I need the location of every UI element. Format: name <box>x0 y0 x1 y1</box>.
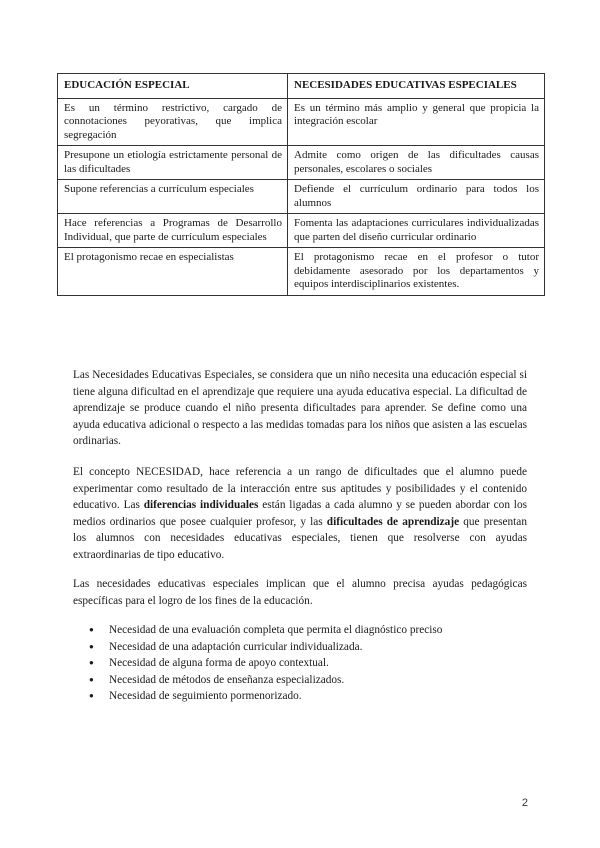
needs-bullet-list <box>73 622 527 705</box>
table-cell: El protagonismo recae en especialistas <box>58 248 288 296</box>
table-header-row <box>58 74 545 99</box>
table-cell: Hace referencias a Programas de Desarrollo Individual, que parte de currículum especiales <box>58 214 288 248</box>
list-item: ● Necesidad de una evaluación completa que permita el diagnóstico preciso <box>73 622 527 639</box>
table-cell: Presupone un etiología estrictamente personal de las dificultades <box>58 146 288 180</box>
paragraph-nee-definition: Las Necesidades Educativas Especiales, se considera que un niño necesita una educación especial si tiene alguna dificultad en el aprendizaje que requiere una ayuda educativa especial. La dificultad de aprendizaje se produce cuando el niño presenta dificultades para aprender. Se define como una ayuda educativa adicional o respecto a las medidas tomadas para los niños que asisten a las escuelas ordinarias. <box>73 369 527 448</box>
table-row <box>58 214 545 248</box>
paragraph-concepto-necesidad <box>73 464 527 564</box>
table-cell: Supone referencias a currículum especiales <box>58 180 288 214</box>
table-row <box>58 98 545 146</box>
paragraph-text: que presentan los alumnos con necesidades educativas especiales, tienen que resolverse con ayudas extraordinarias de tipo educativo. <box>73 515 527 561</box>
bold-diferencias-individuales: diferencias individuales <box>143 499 259 512</box>
list-item: ● Necesidad de alguna forma de apoyo contextual. <box>73 655 527 672</box>
table-row <box>58 248 545 296</box>
list-item: ● Necesidad de métodos de enseñanza especializados. <box>73 672 527 689</box>
paragraph-text: El concepto NECESIDAD, hace referencia a un rango de dificultades que el alumno puede experimentar como resultado de la interacción entre sus aptitudes y posibilidades y el contenido educativo. Las <box>73 466 527 512</box>
comparison-table <box>57 73 545 296</box>
table-cell: Es un término restrictivo, cargado de connotaciones peyorativas, que implica segregación <box>58 98 288 146</box>
header-necesidades-educativas: NECESIDADES EDUCATIVAS ESPECIALES <box>288 74 545 99</box>
paragraph-ayudas-pedagogicas: Las necesidades educativas especiales implican que el alumno precisa ayudas pedagógicas específicas para el logro de los fines de la educación. <box>73 578 527 607</box>
list-item: ● Necesidad de seguimiento pormenorizado. <box>73 688 527 705</box>
table-cell: El protagonismo recae en el profesor o tutor debidamente asesorado por los departamentos y equipos interdisciplinarios existentes. <box>288 248 545 296</box>
page-number: 2 <box>521 797 528 809</box>
header-educacion-especial: EDUCACIÓN ESPECIAL <box>58 74 288 99</box>
table-cell: Es un término más amplio y general que propicia la integración escolar <box>288 98 545 146</box>
table-cell: Admite como origen de las dificultades causas personales, escolares o sociales <box>288 146 545 180</box>
comparison-table-container <box>57 73 544 296</box>
bold-dificultades-aprendizaje: dificultades de aprendizaje <box>326 515 460 528</box>
table-row <box>58 180 545 214</box>
paragraph-text: están ligadas a cada alumno y se pueden abordar con los medios ordinarios que posee cualquier profesor, y las <box>73 499 527 528</box>
table-cell: Fomenta las adaptaciones curriculares individualizadas que parten del diseño curricular ordinario <box>288 214 545 248</box>
table-row <box>58 146 545 180</box>
table-cell: Defiende el currículum ordinario para todos los alumnos <box>288 180 545 214</box>
list-item: ● Necesidad de una adaptación curricular individualizada. <box>73 639 527 656</box>
